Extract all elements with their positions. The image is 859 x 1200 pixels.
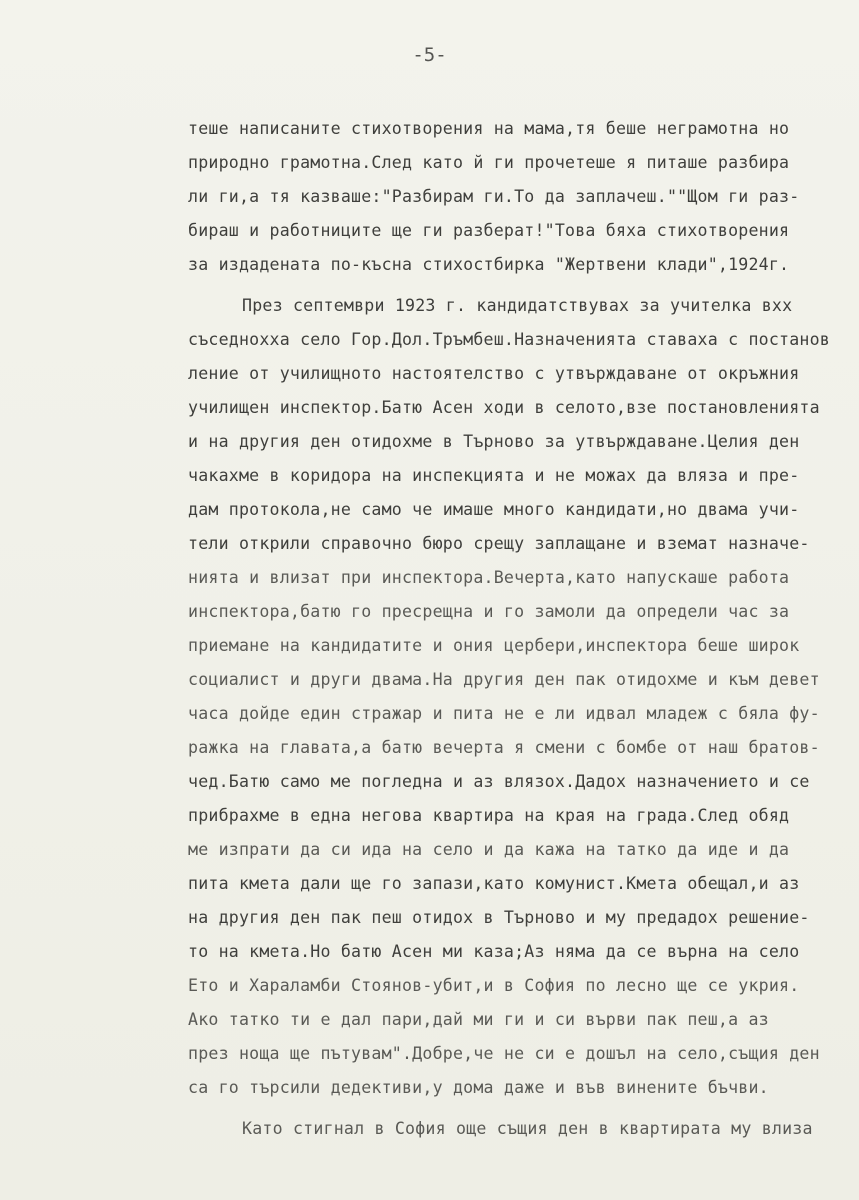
text-line: ме изпрати да си ида на село и да кажа на татко да иде и да: [188, 840, 790, 859]
text-line: съседнохха село Гор.Дол.Тръмбеш.Назначенията ставаха с постанов: [188, 330, 830, 349]
text-line: са го търсили дедективи,у дома даже и във винените бъчви.: [188, 1078, 769, 1097]
text-line: ление от училищното настоятелство с утвърждаване от окръжния: [188, 364, 800, 383]
text-line: и на другия ден отидохме в Търново за утвърждаване.Целия ден: [188, 432, 800, 451]
text-line: през ноща ще пътувам".Добре,че не си е дошъл на село,същия ден: [188, 1044, 820, 1063]
text-line: нията и влизат при инспектора.Вечерта,като напускаше работа: [188, 568, 790, 587]
text-line: часа дойде един стражар и пита не е ли идвал младеж с бяла фу-: [188, 704, 820, 723]
text-line: прибрахме в една негова квартира на края на града.След обяд: [188, 806, 790, 825]
text-line: за издадената по-късна стихостбирка "Жертвени клади",1924г.: [188, 255, 790, 274]
text-line: тели открили справочно бюро срещу заплащане и вземат назначе-: [188, 534, 810, 553]
text-line: теше написаните стихотворения на мама,тя беше неграмотна но: [188, 119, 790, 138]
document-body: [188, 112, 859, 1146]
text-line: ражка на главата,а батю вечерта я смени с бомбе от наш братов-: [188, 738, 820, 757]
text-line: дам протокола,не само че имаше много кандидати,но двама учи-: [188, 500, 800, 519]
text-line: Като стигнал в София още същия ден в квартирата му влиза: [242, 1119, 813, 1138]
paragraph-3: [188, 1112, 859, 1146]
text-line: Ето и Хараламби Стоянов-убит,и в София по лесно ще се укрия.: [188, 976, 800, 995]
text-line: на другия ден пак пеш отидох в Търново и му предадох решение-: [188, 908, 810, 927]
paragraph-1: [188, 112, 859, 282]
text-line: ли ги,а тя казваше:"Разбирам ги.То да заплачеш.""Щом ги раз-: [188, 187, 800, 206]
text-line: Ако татко ти е дал пари,дай ми ги и си върви пак пеш,а аз: [188, 1010, 769, 1029]
text-line: бираш и работниците ще ги разберат!"Това бяха стихотворения: [188, 221, 790, 240]
text-line: пита кмета дали ще го запази,като комунист.Кмета обещал,и аз: [188, 874, 800, 893]
text-line: природно грамотна.След като й ги прочетеше я питаше разбира: [188, 153, 790, 172]
text-line: приемане на кандидатите и ония цербери,инспектора беше широк: [188, 636, 800, 655]
text-line: инспектора,батю го пресрещна и го замоли да определи час за: [188, 602, 790, 621]
page-number: -5-: [412, 44, 447, 66]
text-line: През септември 1923 г. кандидатствувах за учителка вхх: [242, 296, 793, 315]
text-line: чед.Батю само ме погледна и аз влязох.Дадох назначението и се: [188, 772, 810, 791]
text-line: социалист и други двама.На другия ден пак отидохме и към девет: [188, 670, 820, 689]
text-line: училищен инспектор.Батю Асен ходи в селото,взе постановленията: [188, 398, 820, 417]
text-line: чакахме в коридора на инспекцията и не можах да вляза и пре-: [188, 466, 800, 485]
text-line: то на кмета.Но батю Асен ми каза;Аз няма да се върна на село: [188, 942, 800, 961]
paragraph-2: [188, 289, 859, 1105]
